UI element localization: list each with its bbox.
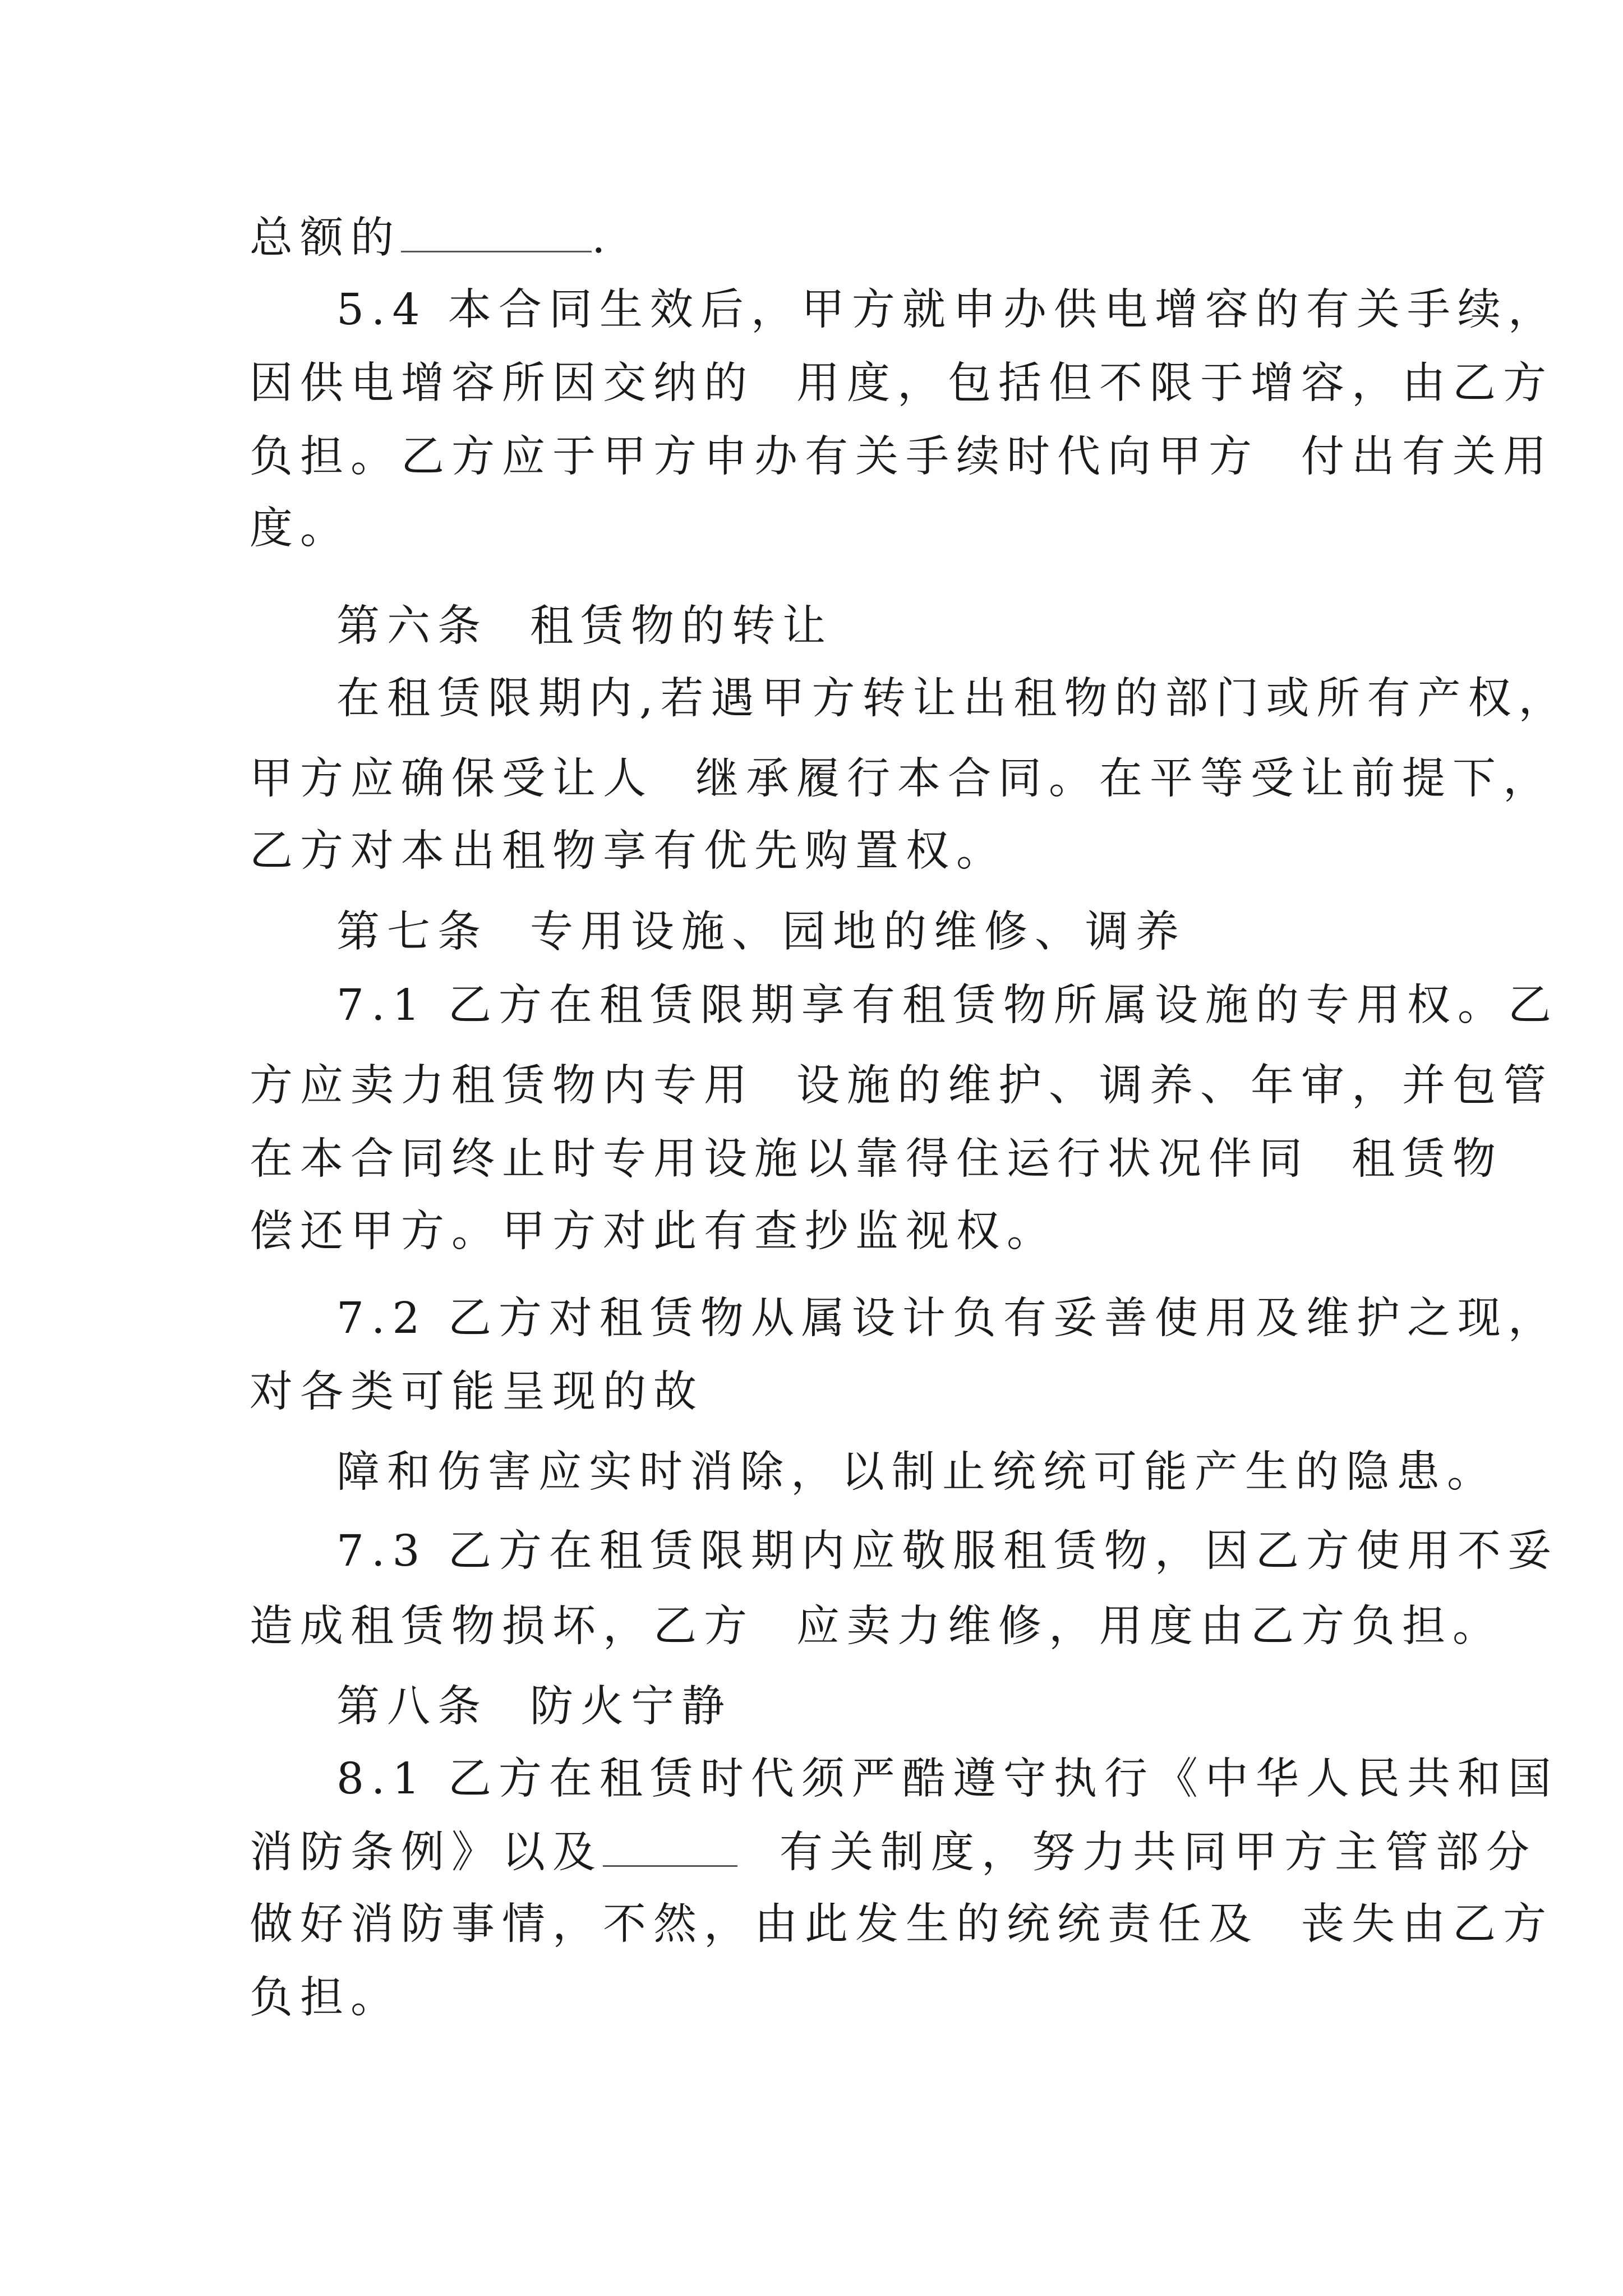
section-heading: 第七条 专用设施、园地的维修、调养 [336, 907, 1186, 957]
text-line: 7.2 乙方对租赁物从属设计负有妥善使用及维护之现， [336, 1294, 1559, 1343]
text-line: 障和伤害应实时消除，以制止统统可能产生的隐患。 [336, 1447, 1497, 1497]
text-line: 7.1 乙方在租赁限期享有租赁物所属设施的专用权。乙 [336, 981, 1559, 1030]
text-line: 7.3 乙方在租赁限期内应敬服租赁物，因乙方使用不妥 [336, 1526, 1559, 1576]
text-line: 负担。 [250, 1973, 401, 2023]
section-heading: 第六条 租赁物的转让 [336, 601, 833, 651]
text-line: 对各类可能呈现的故 [250, 1367, 704, 1417]
text-line: 造成租赁物损坏，乙方 应卖力维修，用度由乙方负担。 [250, 1602, 1503, 1651]
text-line: 因供电增容所因交纳的 用度，包括但不限于增容，由乙方 [250, 358, 1553, 408]
text-fragment: 有关制度，努力共同甲方主管部分 [737, 1828, 1537, 1878]
text-fragment: 消防条例》以及 [250, 1828, 603, 1878]
text-line: 甲方应确保受让人 继承履行本合同。在平等受让前提下， [250, 754, 1553, 804]
text-line: 8.1 乙方在租赁时代须严酷遵守执行《中华人民共和国 [336, 1754, 1559, 1804]
text-line: 做好消防事情，不然，由此发生的统统责任及 丧失由乙方 [250, 1899, 1553, 1949]
text-line: 在租赁限期内,若遇甲方转让出租物的部门或所有产权， [336, 674, 1569, 724]
text-line: 5.4 本合同生效后，甲方就申办供电增容的有关手续， [336, 285, 1559, 335]
text-line: 在本合同终止时专用设施以靠得住运行状况伴同 租赁物 [250, 1134, 1503, 1184]
fill-in-blank [401, 215, 592, 252]
text-line: 偿还甲方。甲方对此有查抄监视权。 [250, 1207, 1057, 1257]
text-line [250, 1825, 1537, 1881]
fill-in-blank [603, 1829, 737, 1867]
text-fragment: . [592, 213, 613, 263]
text-line: 度。 [250, 504, 351, 554]
text-line: 方应卖力租赁物内专用 设施的维护、调养、年审，并包管 [250, 1061, 1553, 1111]
text-line: 乙方对本出租物享有优先购置权。 [250, 826, 1007, 876]
text-line [250, 210, 612, 266]
text-fragment: 总额的 [250, 213, 401, 263]
text-line: 负担。乙方应于甲方申办有关手续时代向甲方 付出有关用 [250, 432, 1553, 482]
section-heading: 第八条 防火宁静 [336, 1682, 732, 1732]
